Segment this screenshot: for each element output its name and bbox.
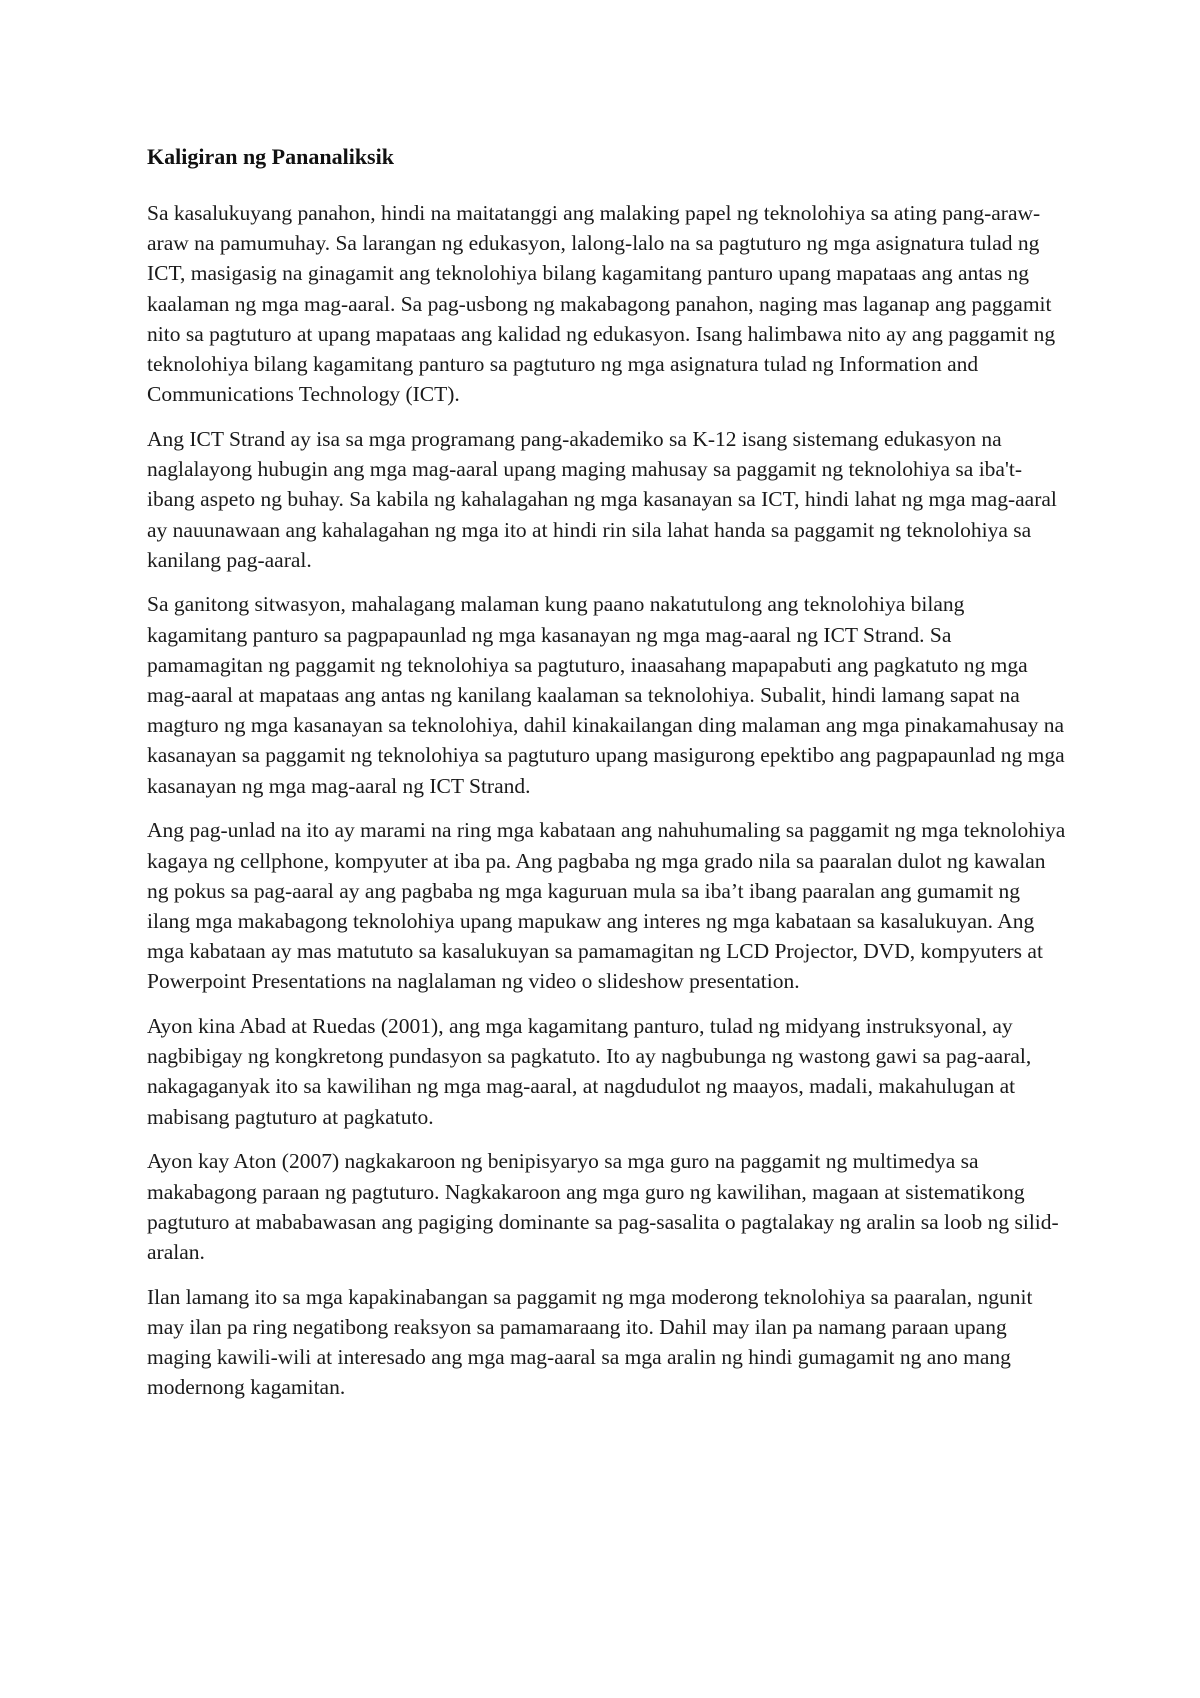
document-title: Kaligiran ng Pananaliksik <box>147 144 394 169</box>
document-page <box>147 140 1067 1417</box>
document-body <box>147 198 1067 1403</box>
paragraph-5: Ayon kina Abad at Ruedas (2001), ang mga kagamitang panturo, tulad ng midyang instruksyonal, ay nagbibigay ng kongkretong pundasyon sa pagkatuto. Ito ay nagbubunga ng wastong gawi sa pag-aaral, nakagaganyak ito sa kawilihan ng mga mag-aaral, at nagdudulot ng maayos, madali, makahulugan at mabisang pagtuturo at pagkatuto. <box>147 1014 1032 1129</box>
paragraph-2: Ang ICT Strand ay isa sa mga programang pang-akademiko sa K-12 isang sistemang edukasyon na naglalayong hubugin ang mga mag-aaral upang maging mahusay sa paggamit ng teknolohiya sa iba't-ibang aspeto ng buhay. Sa kabila ng kahalagahan ng mga kasanayan sa ICT, hindi lahat ng mga mag-aaral ay nauunawaan ang kahalagahan ng mga ito at hindi rin sila lahat handa sa paggamit ng teknolohiya sa kanilang pag-aaral. <box>147 426 1057 572</box>
paragraph-1: Sa kasalukuyang panahon, hindi na maitatanggi ang malaking papel ng teknolohiya sa ating pang-araw-araw na pamumuhay. Sa larangan ng edukasyon, lalong-lalo na sa pagtuturo ng mga asignatura tulad ng ICT, masigasig na ginagamit ang teknolohiya bilang kagamitang panturo upang mapataas ang antas ng kaalaman ng mga mag-aaral. Sa pag-usbong ng makabagong panahon, naging mas laganap ang paggamit nito sa pagtuturo at upang mapataas ang kalidad ng edukasyon. Isang halimbawa nito ay ang paggamit ng teknolohiya bilang kagamitang panturo sa pagtuturo ng mga asignatura tulad ng Information and Communications Technology (ICT). <box>147 201 1056 407</box>
paragraph-3: Sa ganitong sitwasyon, mahalagang malaman kung paano nakatutulong ang teknolohiya bilang kagamitang panturo sa pagpapaunlad ng mga kasanayan ng mga mag-aaral ng ICT Strand. Sa pamamagitan ng paggamit ng teknolohiya sa pagtuturo, inaasahang mapapabuti ang pagkatuto ng mga mag-aaral at mapataas ang antas ng kanilang kaalaman sa teknolohiya. Subalit, hindi lamang sapat na magturo ng mga kasanayan sa teknolohiya, dahil kinakailangan ding malaman ang mga pinakamahusay na kasanayan sa paggamit ng teknolohiya sa pagtuturo upang masigurong epektibo ang pagpapaunlad ng mga kasanayan ng mga mag-aaral ng ICT Strand. <box>147 592 1065 798</box>
paragraph-7: Ilan lamang ito sa mga kapakinabangan sa paggamit ng mga moderong teknolohiya sa paaralan, ngunit may ilan pa ring negatibong reaksyon sa pamamaraang ito. Dahil may ilan pa namang paraan upang maging kawili-wili at interesado ang mga mag-aaral sa mga aralin ng hindi gumagamit ng ano mang modernong kagamitan. <box>147 1284 1033 1400</box>
paragraph-4: Ang pag-unlad na ito ay marami na ring mga kabataan ang nahuhumaling sa paggamit ng mga teknolohiya kagaya ng cellphone, kompyuter at iba pa. Ang pagbaba ng mga grado nila sa paaralan dulot ng kawalan ng pokus sa pag-aaral ay ang pagbaba ng mga kaguruan mula sa iba’t ibang paaralan ang gumamit ng ilang mga makabagong teknolohiya upang mapukaw ang interes ng mga kabataan sa kasalukuyan. Ang mga kabataan ay mas matututo sa kasalukuyan sa pamamagitan ng LCD Projector, DVD, kompyuters at Powerpoint Presentations na naglalaman ng video o slideshow presentation. <box>147 818 1066 994</box>
paragraph-6: Ayon kay Aton (2007) nagkakaroon ng benipisyaryo sa mga guro na paggamit ng multimedya sa makabagong paraan ng pagtuturo. Nagkakaroon ang mga guro ng kawilihan, magaan at sistematikong pagtuturo at mababawasan ang pagiging dominante sa pag-sasalita o pagtalakay ng aralin sa loob ng silid-aralan. <box>147 1149 1059 1264</box>
